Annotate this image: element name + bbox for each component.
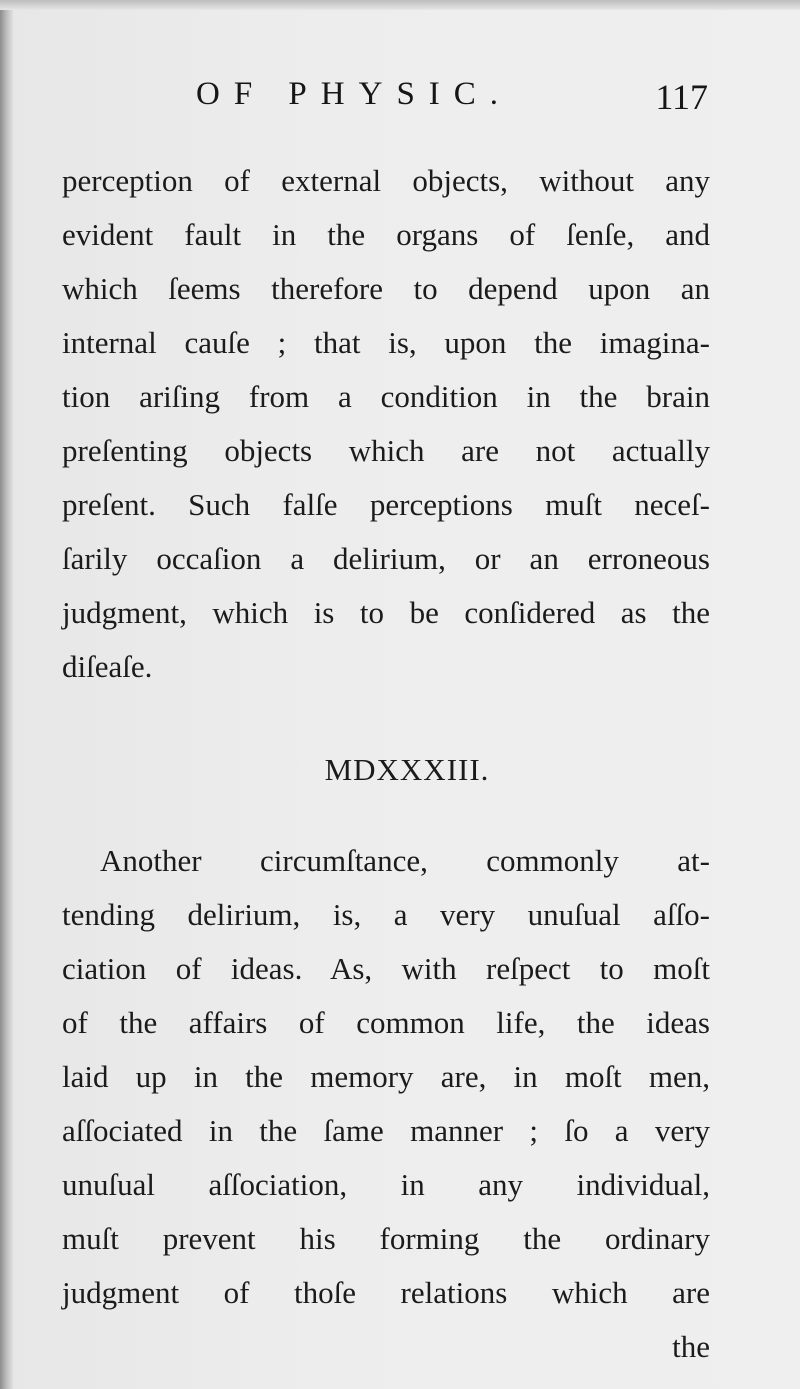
text-line: judgment of thoſe relations which are <box>62 1275 710 1310</box>
text-line: which ſeems therefore to depend upon an <box>62 271 710 306</box>
page-number: 117 <box>655 77 708 117</box>
text-line: unuſual aſſociation, in any individual, <box>62 1167 710 1202</box>
text-line: laid up in the memory are, in moſt men, <box>62 1059 710 1094</box>
text-line: evident fault in the organs of ſenſe, and <box>62 217 710 252</box>
running-title: OF PHYSIC. <box>196 76 513 112</box>
text-line: tion ariſing from a condition in the brain <box>62 379 710 414</box>
text-line: of the affairs of common life, the ideas <box>62 1005 710 1040</box>
running-header <box>0 76 800 126</box>
text-line: ſarily occaſion a delirium, or an erroneous <box>62 541 710 576</box>
section-heading: MDXXXIII. <box>324 752 490 787</box>
paragraph-continued <box>62 154 710 694</box>
text-line: internal cauſe ; that is, upon the imagina- <box>62 325 710 360</box>
page-top-edge <box>0 0 800 10</box>
text-line: ciation of ideas. As, with reſpect to moſt <box>62 951 710 986</box>
text-line: judgment, which is to be conſidered as the <box>62 595 710 630</box>
text-line: diſeaſe. <box>62 649 153 684</box>
text-line: preſenting objects which are not actually <box>62 433 710 468</box>
text-line: Another circumſtance, commonly at- <box>100 843 710 878</box>
text-line: perception of external objects, without any <box>62 163 710 198</box>
catchword: the <box>672 1329 710 1364</box>
text-line: muſt prevent his forming the ordinary <box>62 1221 710 1256</box>
text-line: preſent. Such falſe perceptions muſt neceſ- <box>62 487 710 522</box>
paragraph-section <box>62 834 710 1374</box>
text-line: tending delirium, is, a very unuſual aſſo- <box>62 897 710 932</box>
text-line: aſſociated in the ſame manner ; ſo a very <box>62 1113 710 1148</box>
